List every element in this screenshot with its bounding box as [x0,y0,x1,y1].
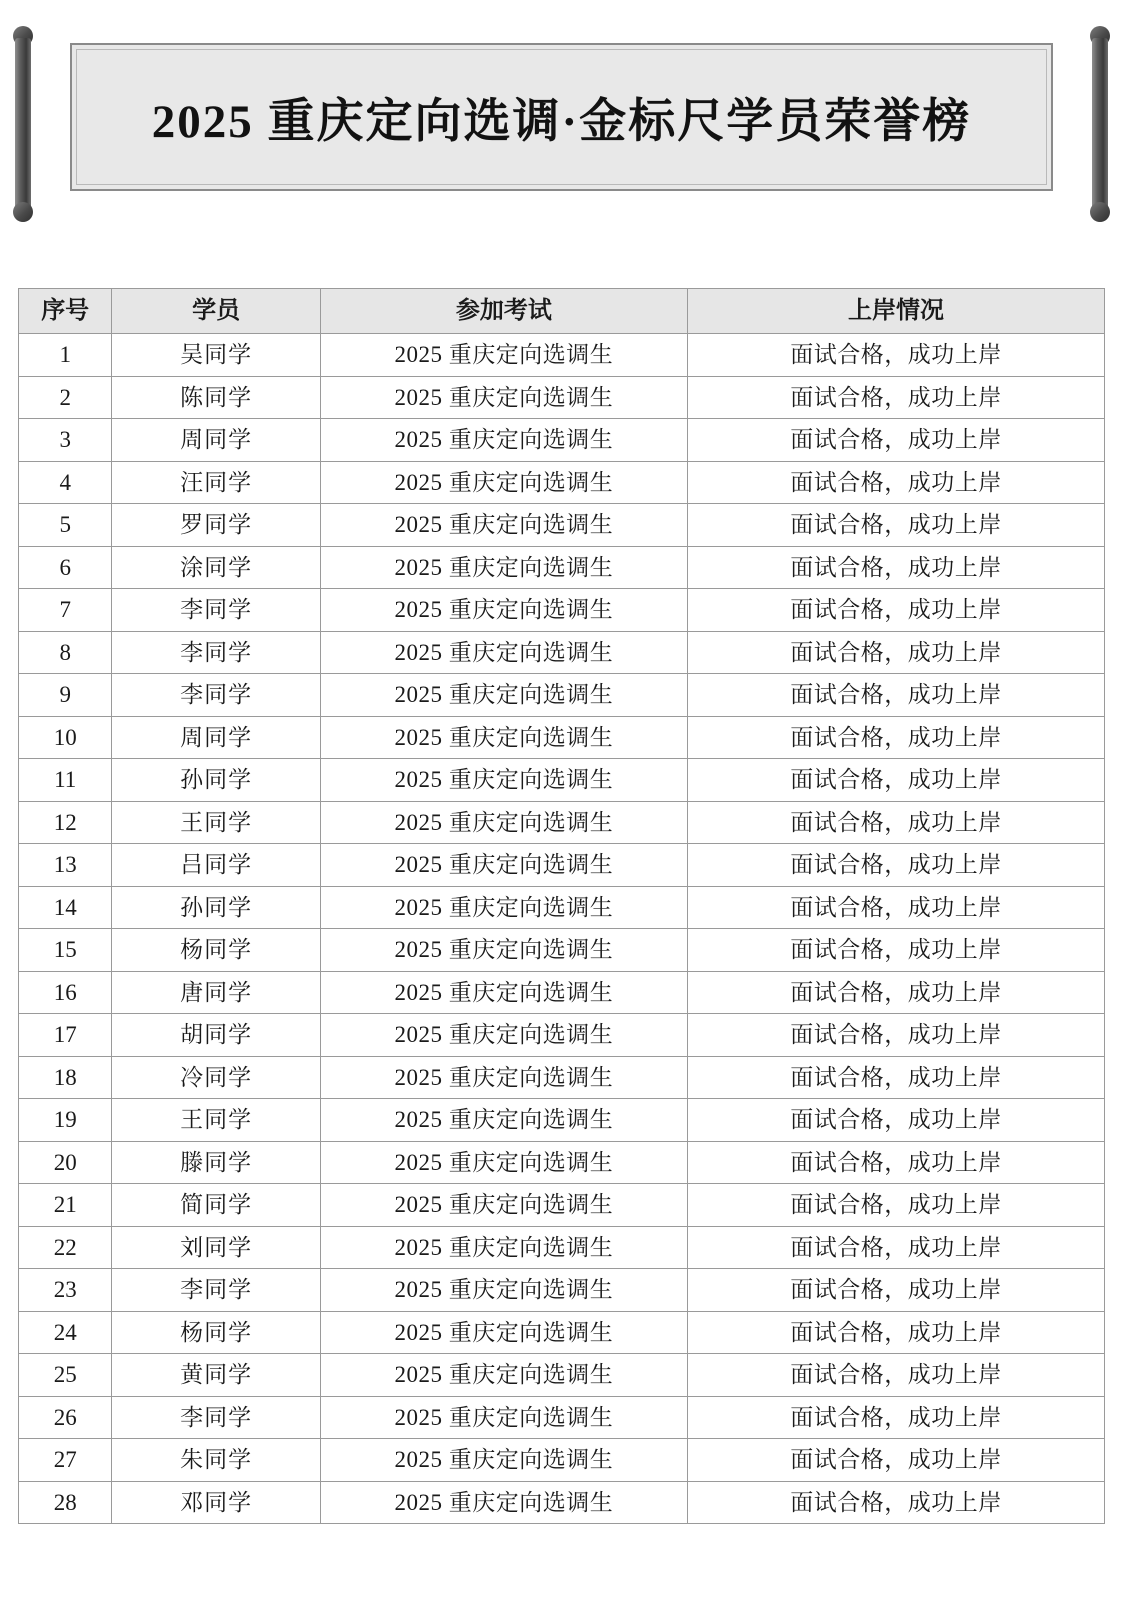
table-row [19,1396,1105,1439]
cell-student: 涂同学 [112,546,321,589]
table-row [19,504,1105,547]
table-row [19,716,1105,759]
cell-exam: 2025 重庆定向选调生 [320,1439,687,1482]
cell-status: 面试合格，成功上岸 [687,844,1104,887]
cell-student: 朱同学 [112,1439,321,1482]
cell-status: 面试合格，成功上岸 [687,759,1104,802]
cell-index: 27 [19,1439,112,1482]
table-row [19,334,1105,377]
table-header [19,289,1105,334]
cell-index: 12 [19,801,112,844]
table-row [19,461,1105,504]
table-row [19,1014,1105,1057]
cell-status: 面试合格，成功上岸 [687,1269,1104,1312]
table-row [19,1184,1105,1227]
cell-exam: 2025 重庆定向选调生 [320,589,687,632]
cell-student: 简同学 [112,1184,321,1227]
cell-index: 19 [19,1099,112,1142]
cell-exam: 2025 重庆定向选调生 [320,1354,687,1397]
cell-exam: 2025 重庆定向选调生 [320,1396,687,1439]
banner-pole-rod-icon [1092,38,1108,210]
cell-student: 吴同学 [112,334,321,377]
cell-index: 18 [19,1056,112,1099]
table-row [19,1354,1105,1397]
table-row [19,1481,1105,1524]
cell-status: 面试合格，成功上岸 [687,461,1104,504]
cell-student: 李同学 [112,674,321,717]
table-row [19,844,1105,887]
cell-status: 面试合格，成功上岸 [687,716,1104,759]
cell-student: 李同学 [112,631,321,674]
cell-exam: 2025 重庆定向选调生 [320,716,687,759]
cell-exam: 2025 重庆定向选调生 [320,1311,687,1354]
table-row [19,1226,1105,1269]
cell-index: 6 [19,546,112,589]
cell-exam: 2025 重庆定向选调生 [320,971,687,1014]
cell-index: 10 [19,716,112,759]
cell-exam: 2025 重庆定向选调生 [320,1014,687,1057]
cell-index: 22 [19,1226,112,1269]
cell-index: 15 [19,929,112,972]
cell-student: 王同学 [112,801,321,844]
cell-status: 面试合格，成功上岸 [687,674,1104,717]
column-header-index: 序号 [19,289,112,334]
cell-status: 面试合格，成功上岸 [687,1141,1104,1184]
cell-status: 面试合格，成功上岸 [687,376,1104,419]
table-row [19,886,1105,929]
cell-status: 面试合格，成功上岸 [687,1311,1104,1354]
cell-status: 面试合格，成功上岸 [687,1099,1104,1142]
cell-index: 20 [19,1141,112,1184]
cell-student: 汪同学 [112,461,321,504]
cell-status: 面试合格，成功上岸 [687,1354,1104,1397]
table-row [19,971,1105,1014]
cell-exam: 2025 重庆定向选调生 [320,631,687,674]
cell-student: 滕同学 [112,1141,321,1184]
cell-exam: 2025 重庆定向选调生 [320,376,687,419]
cell-index: 23 [19,1269,112,1312]
cell-index: 24 [19,1311,112,1354]
cell-exam: 2025 重庆定向选调生 [320,1141,687,1184]
cell-index: 25 [19,1354,112,1397]
honor-table [18,288,1105,1524]
table-row [19,801,1105,844]
cell-student: 胡同学 [112,1014,321,1057]
table-row [19,1269,1105,1312]
banner-pole-right-icon [1089,26,1111,222]
cell-index: 13 [19,844,112,887]
page-title: 2025 重庆定向选调·金标尺学员荣誉榜 [151,95,972,148]
cell-index: 11 [19,759,112,802]
cell-status: 面试合格，成功上岸 [687,589,1104,632]
cell-exam: 2025 重庆定向选调生 [320,1226,687,1269]
banner-plate [70,43,1053,191]
table-row [19,929,1105,972]
cell-student: 李同学 [112,589,321,632]
banner-pole-rod-icon [15,38,31,210]
cell-exam: 2025 重庆定向选调生 [320,1056,687,1099]
cell-student: 唐同学 [112,971,321,1014]
cell-index: 8 [19,631,112,674]
cell-exam: 2025 重庆定向选调生 [320,546,687,589]
honor-table-container [18,288,1105,1524]
cell-status: 面试合格，成功上岸 [687,971,1104,1014]
column-header-student: 学员 [112,289,321,334]
cell-exam: 2025 重庆定向选调生 [320,461,687,504]
cell-index: 28 [19,1481,112,1524]
table-row [19,1311,1105,1354]
cell-exam: 2025 重庆定向选调生 [320,1099,687,1142]
cell-student: 杨同学 [112,1311,321,1354]
table-row [19,546,1105,589]
cell-status: 面试合格，成功上岸 [687,1014,1104,1057]
banner-pole-cap-bottom-icon [13,202,33,222]
cell-index: 16 [19,971,112,1014]
cell-exam: 2025 重庆定向选调生 [320,929,687,972]
column-header-exam: 参加考试 [320,289,687,334]
cell-index: 1 [19,334,112,377]
table-row [19,759,1105,802]
cell-status: 面试合格，成功上岸 [687,419,1104,462]
cell-index: 2 [19,376,112,419]
cell-status: 面试合格，成功上岸 [687,1226,1104,1269]
cell-status: 面试合格，成功上岸 [687,801,1104,844]
column-header-status: 上岸情况 [687,289,1104,334]
cell-status: 面试合格，成功上岸 [687,1481,1104,1524]
table-row [19,1439,1105,1482]
cell-student: 黄同学 [112,1354,321,1397]
cell-status: 面试合格，成功上岸 [687,929,1104,972]
cell-exam: 2025 重庆定向选调生 [320,674,687,717]
cell-student: 陈同学 [112,376,321,419]
honor-banner [0,26,1123,218]
cell-exam: 2025 重庆定向选调生 [320,844,687,887]
cell-index: 3 [19,419,112,462]
cell-status: 面试合格，成功上岸 [687,1396,1104,1439]
cell-index: 5 [19,504,112,547]
cell-status: 面试合格，成功上岸 [687,334,1104,377]
table-row [19,419,1105,462]
table-row [19,1099,1105,1142]
cell-student: 周同学 [112,419,321,462]
cell-index: 21 [19,1184,112,1227]
cell-exam: 2025 重庆定向选调生 [320,504,687,547]
cell-exam: 2025 重庆定向选调生 [320,1269,687,1312]
cell-exam: 2025 重庆定向选调生 [320,759,687,802]
cell-exam: 2025 重庆定向选调生 [320,801,687,844]
cell-status: 面试合格，成功上岸 [687,1439,1104,1482]
cell-exam: 2025 重庆定向选调生 [320,419,687,462]
cell-student: 孙同学 [112,759,321,802]
table-header-row [19,289,1105,334]
cell-student: 罗同学 [112,504,321,547]
table-row [19,589,1105,632]
cell-index: 26 [19,1396,112,1439]
cell-student: 孙同学 [112,886,321,929]
cell-student: 邓同学 [112,1481,321,1524]
cell-exam: 2025 重庆定向选调生 [320,886,687,929]
table-body [19,334,1105,1524]
cell-exam: 2025 重庆定向选调生 [320,1184,687,1227]
table-row [19,376,1105,419]
cell-exam: 2025 重庆定向选调生 [320,1481,687,1524]
cell-student: 吕同学 [112,844,321,887]
cell-status: 面试合格，成功上岸 [687,546,1104,589]
cell-status: 面试合格，成功上岸 [687,1184,1104,1227]
cell-status: 面试合格，成功上岸 [687,631,1104,674]
cell-student: 周同学 [112,716,321,759]
cell-status: 面试合格，成功上岸 [687,886,1104,929]
banner-pole-left-icon [12,26,34,222]
table-row [19,631,1105,674]
cell-status: 面试合格，成功上岸 [687,1056,1104,1099]
table-row [19,1141,1105,1184]
cell-student: 王同学 [112,1099,321,1142]
table-row [19,1056,1105,1099]
cell-exam: 2025 重庆定向选调生 [320,334,687,377]
table-row [19,674,1105,717]
banner-pole-cap-bottom-icon [1090,202,1110,222]
cell-index: 7 [19,589,112,632]
cell-student: 刘同学 [112,1226,321,1269]
cell-student: 杨同学 [112,929,321,972]
cell-status: 面试合格，成功上岸 [687,504,1104,547]
cell-index: 9 [19,674,112,717]
cell-student: 李同学 [112,1396,321,1439]
cell-student: 李同学 [112,1269,321,1312]
cell-index: 17 [19,1014,112,1057]
cell-student: 冷同学 [112,1056,321,1099]
cell-index: 14 [19,886,112,929]
cell-index: 4 [19,461,112,504]
